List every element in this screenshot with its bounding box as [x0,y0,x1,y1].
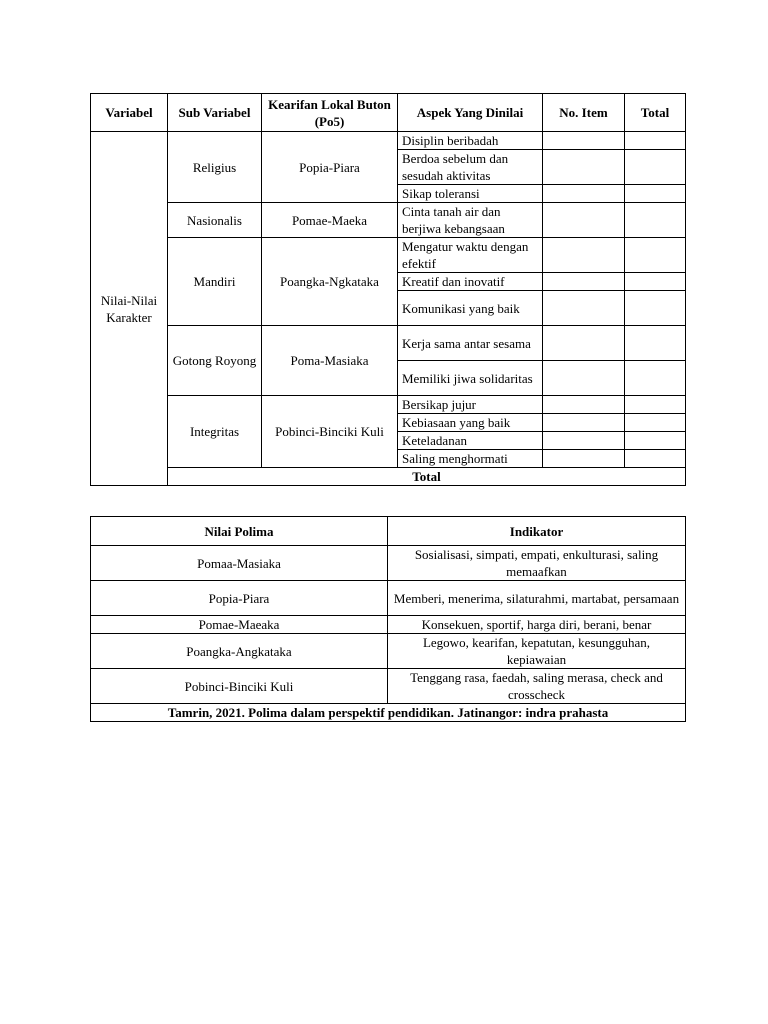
no-item-cell [543,273,625,291]
total-cell [625,450,686,468]
aspek-cell: Keteladanan [398,432,543,450]
kearifan-cell: Poangka-Ngkataka [262,238,398,326]
table-row [91,634,686,669]
kearifan-cell: Pobinci-Binciki Kuli [262,396,398,468]
nilai-cell: Pobinci-Binciki Kuli [91,669,388,704]
no-item-cell [543,238,625,273]
aspek-cell: Komunikasi yang baik [398,291,543,326]
table-header-row [91,517,686,546]
variabel-cell: Nilai-Nilai Karakter [91,132,168,486]
no-item-cell [543,396,625,414]
header-variabel: Variabel [91,94,168,132]
table-row [91,616,686,634]
total-cell [625,273,686,291]
total-cell [625,414,686,432]
sub-variabel-cell: Mandiri [168,238,262,326]
assessment-table [90,93,686,486]
aspek-cell: Disiplin beribadah [398,132,543,150]
table-row [91,396,686,414]
nilai-cell: Pomaa-Masiaka [91,546,388,581]
total-cell [625,185,686,203]
sub-variabel-cell: Religius [168,132,262,203]
table-row [91,132,686,150]
header-total: Total [625,94,686,132]
total-cell [625,291,686,326]
sub-variabel-cell: Nasionalis [168,203,262,238]
aspek-cell: Kreatif dan inovatif [398,273,543,291]
no-item-cell [543,150,625,185]
header-indikator: Indikator [388,517,686,546]
aspek-cell: Mengatur waktu dengan efektif [398,238,543,273]
table-row [91,238,686,273]
kearifan-cell: Poma-Masiaka [262,326,398,396]
indikator-cell: Tenggang rasa, faedah, saling merasa, check and crosscheck [388,669,686,704]
total-cell [625,432,686,450]
table-row [91,669,686,704]
total-cell [625,150,686,185]
table-row [91,581,686,616]
total-cell [625,203,686,238]
total-cell [625,132,686,150]
header-aspek: Aspek Yang Dinilai [398,94,543,132]
source-citation: Tamrin, 2021. Polima dalam perspektif pendidikan. Jatinangor: indra prahasta [91,704,686,722]
kearifan-cell: Pomae-Maeka [262,203,398,238]
no-item-cell [543,291,625,326]
aspek-cell: Bersikap jujur [398,396,543,414]
total-label: Total [168,468,686,486]
aspek-cell: Berdoa sebelum dan sesudah aktivitas [398,150,543,185]
indikator-cell: Legowo, kearifan, kepatutan, kesungguhan, kepiawaian [388,634,686,669]
header-no-item: No. Item [543,94,625,132]
nilai-cell: Popia-Piara [91,581,388,616]
table-header-row [91,94,686,132]
total-cell [625,326,686,361]
no-item-cell [543,203,625,238]
header-sub-variabel: Sub Variabel [168,94,262,132]
sub-variabel-cell: Integritas [168,396,262,468]
aspek-cell: Sikap toleransi [398,185,543,203]
polima-indicator-table [90,516,686,722]
header-kearifan-lokal: Kearifan Lokal Buton (Po5) [262,94,398,132]
total-cell [625,361,686,396]
header-nilai-polima: Nilai Polima [91,517,388,546]
no-item-cell [543,432,625,450]
indikator-cell: Konsekuen, sportif, harga diri, berani, benar [388,616,686,634]
aspek-cell: Saling menghormati [398,450,543,468]
no-item-cell [543,361,625,396]
aspek-cell: Cinta tanah air dan berjiwa kebangsaan [398,203,543,238]
table-row [91,546,686,581]
total-row [91,468,686,486]
kearifan-cell: Popia-Piara [262,132,398,203]
total-cell [625,238,686,273]
aspek-cell: Kerja sama antar sesama [398,326,543,361]
nilai-cell: Pomae-Maeaka [91,616,388,634]
indikator-cell: Memberi, menerima, silaturahmi, martabat, persamaan [388,581,686,616]
indikator-cell: Sosialisasi, simpati, empati, enkulturasi, saling memaafkan [388,546,686,581]
no-item-cell [543,414,625,432]
table-row [91,326,686,361]
source-row [91,704,686,722]
no-item-cell [543,326,625,361]
total-cell [625,396,686,414]
aspek-cell: Kebiasaan yang baik [398,414,543,432]
aspek-cell: Memiliki jiwa solidaritas [398,361,543,396]
table-row [91,203,686,238]
no-item-cell [543,450,625,468]
nilai-cell: Poangka-Angkataka [91,634,388,669]
no-item-cell [543,132,625,150]
no-item-cell [543,185,625,203]
sub-variabel-cell: Gotong Royong [168,326,262,396]
